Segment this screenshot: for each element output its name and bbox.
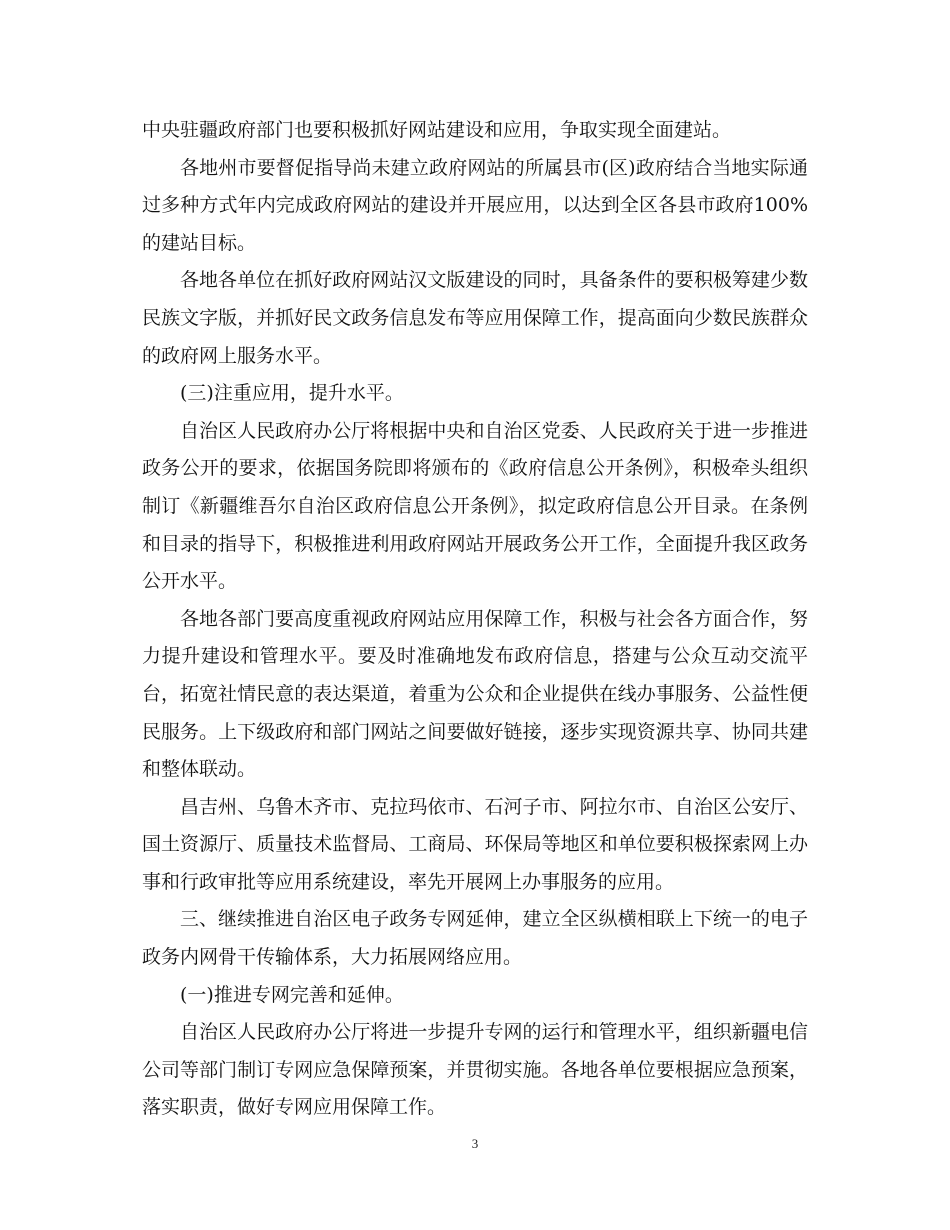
paragraph-6: 各地各部门要高度重视政府网站应用保障工作，积极与社会各方面合作，努力提升建设和管理水平。要及时准确地发布政府信息，搭建与公众互动交流平台，拓宽社情民意的表达渠道，着重为公众和企业提供在线办事服务、公益性便民服务。上下级政府和部门网站之间要做好链接，逐步实现资源共享、协同共建和整体联动。 [142,607,808,781]
paragraph-3: 各地各单位在抓好政府网站汉文版建设的同时，具备条件的要积极筹建少数民族文字版，并抓好民文政务信息发布等应用保障工作，提高面向少数民族群众的政府网上服务水平。 [142,269,808,367]
document-body [142,112,808,1127]
section-heading-3: (三)注重应用，提升水平。 [180,382,404,405]
paragraph-5: 自治区人民政府办公厅将根据中央和自治区党委、人民政府关于进一步推进政务公开的要求，依据国务院即将颁布的《政府信息公开条例》，积极牵头组织制订《新疆维吾尔自治区政府信息公开条例》，拟定政府信息公开目录。在条例和目录的指导下，积极推进利用政府网站开展政务公开工作，全面提升我区政务公开水平。 [142,419,808,593]
section-heading-1: (一)推进专网完善和延伸。 [180,983,404,1006]
page-number: 3 [471,1136,479,1151]
paragraph-1: 中央驻疆政府部门也要积极抓好网站建设和应用，争取实现全面建站。 [142,119,732,141]
paragraph-2: 各地州市要督促指导尚未建立政府网站的所属县市(区)政府结合当地实际通过多种方式年内完成政府网站的建设并开展应用，以达到全区各县市政府100%的建站目标。 [142,156,808,254]
paragraph-7: 昌吉州、乌鲁木齐市、克拉玛依市、石河子市、阿拉尔市、自治区公安厅、国土资源厅、质量技术监督局、工商局、环保局等地区和单位要积极探索网上办事和行政审批等应用系统建设，率先开展网上办事服务的应用。 [142,795,808,893]
section-heading-three: 三、继续推进自治区电子政务专网延伸，建立全区纵横相联上下统一的电子政务内网骨干传输体系，大力拓展网络应用。 [142,908,808,969]
paragraph-10: 自治区人民政府办公厅将进一步提升专网的运行和管理水平，组织新疆电信公司等部门制订专网应急保障预案，并贯彻实施。各地各单位要根据应急预案，落实职责，做好专网应用保障工作。 [142,1021,808,1119]
